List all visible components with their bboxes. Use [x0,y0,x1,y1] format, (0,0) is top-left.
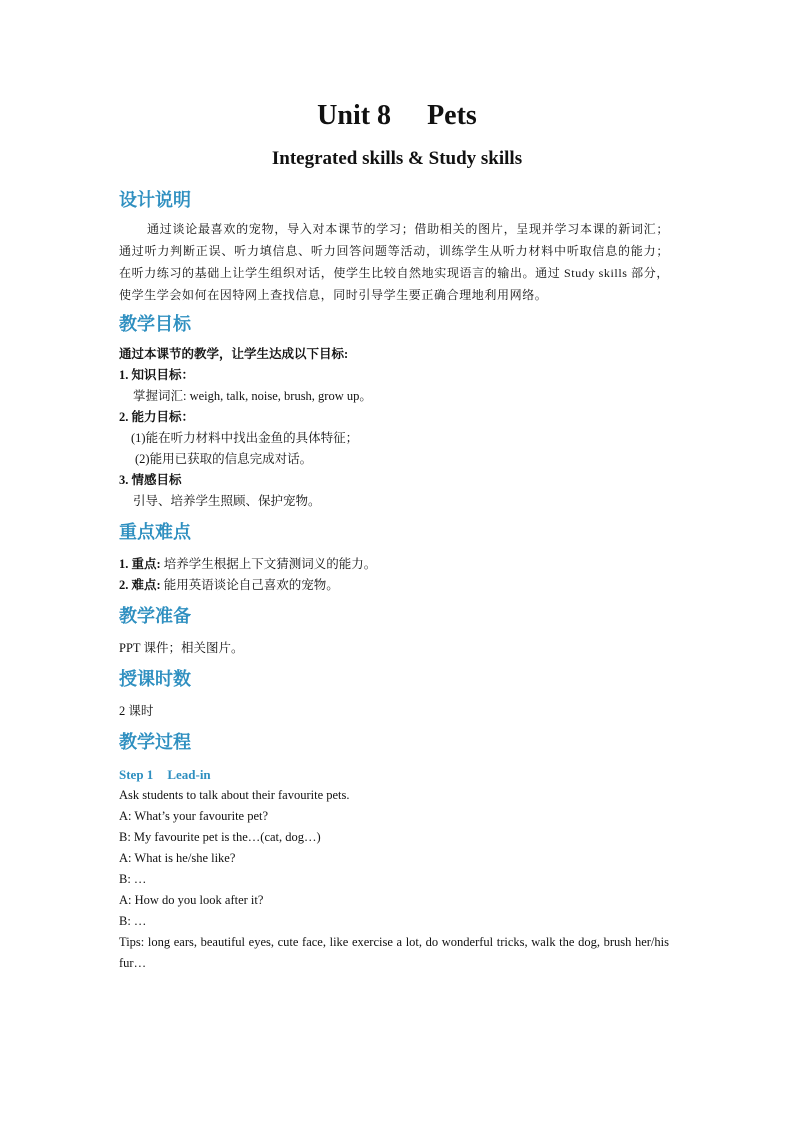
dialogue-line: A: What is he/she like? [119,851,236,865]
key-point-label: 1. 重点: [119,557,161,571]
dialogue-line: A: What’s your favourite pet? [119,809,269,823]
process-line: Ask students to talk about their favourite pets. [119,788,350,802]
step-label: Step 1 [119,767,154,782]
section-heading-process: 教学过程 [119,732,191,753]
difficult-point-label: 2. 难点: [119,578,161,592]
dialogue-line: B: … [119,872,147,886]
section-heading-goals: 教学目标 [119,314,191,335]
goal-knowledge-text: 掌握词汇: weigh, talk, noise, brush, grow up。 [133,389,372,403]
dialogue-line: A: How do you look after it? [119,893,264,907]
dialogue-line: B: My favourite pet is the…(cat, dog…) [119,830,321,844]
document-body [119,188,669,974]
step-heading [119,764,669,785]
design-description: 通过谈论最喜欢的宠物，导入对本课节的学习；借助相关的图片，呈现并学习本课的新词汇；通过听力判断正误、听力填信息、听力回答问题等活动，训练学生从听力材料中听取信息的能力；在听力练习的基础上让学生组织对话，使学生比较自然地实现语言的输出。通过 Study skills 部分，使学生学会如何在因特网上查找信息，同时引导学生要正确合理地利用网络。 [119,222,669,302]
step-title: Lead-in [167,767,211,782]
tips-text: Tips: long ears, beautiful eyes, cute face, like exercise a lot, do wonderful tricks, walk the dog, brush her/his fur… [119,935,669,970]
key-point-text: 培养学生根据上下文猜测词义的能力。 [160,557,377,571]
goal-ability-title: 2. 能力目标： [119,410,195,424]
section-heading-design: 设计说明 [119,190,191,211]
prep-text: PPT 课件；相关图片。 [119,641,244,655]
difficult-point-item [119,575,669,596]
goal-ability-item: (2)能用已获取的信息完成对话。 [135,452,313,466]
difficult-point-text: 能用英语谈论自己喜欢的宠物。 [160,578,339,592]
lesson-subtitle: Integrated skills & Study skills [271,148,523,169]
unit-title [0,100,794,132]
unit-number: Unit 8 [317,100,392,131]
goal-emotion-title: 3. 情感目标 [119,473,182,487]
goal-knowledge-title: 1. 知识目标： [119,368,195,382]
key-point-item [119,554,669,575]
hours-text: 2 课时 [119,704,154,718]
dialogue-line: B: … [119,914,147,928]
section-heading-key-points: 重点难点 [119,522,191,543]
goal-ability-item: (1)能在听力材料中找出金鱼的具体特征； [131,431,359,445]
section-heading-prep: 教学准备 [119,606,191,627]
goals-intro: 通过本课节的教学，让学生达成以下目标: [119,347,349,361]
unit-topic: Pets [427,100,477,131]
goal-emotion-text: 引导、培养学生照顾、保护宠物。 [133,494,321,508]
section-heading-hours: 授课时数 [119,669,191,690]
